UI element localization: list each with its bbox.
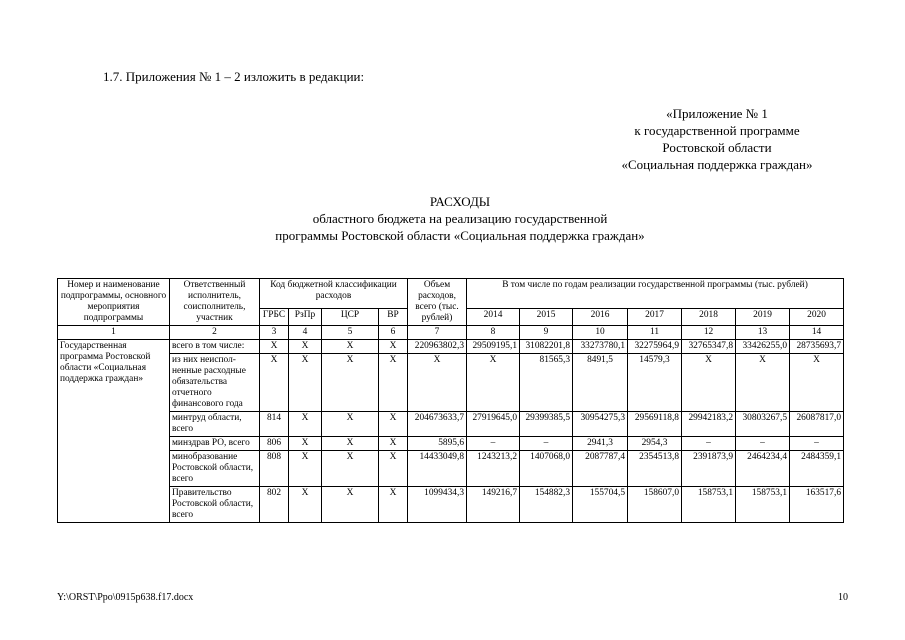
- column-number: 13: [736, 326, 790, 340]
- program-name-cell: Государственная программа Ростовской области «Социальная поддержка граждан»: [58, 340, 170, 523]
- table-row: [58, 340, 844, 354]
- header-vr: ВР: [379, 309, 408, 326]
- appendix-line-3: Ростовской области: [662, 140, 772, 155]
- intro-text: 1.7. Приложения № 1 – 2 изложить в редакции:: [103, 69, 365, 84]
- total-cell: 14433049,8: [408, 451, 467, 487]
- year-value-cell: –: [520, 437, 573, 451]
- header-program: Номер и наименование подпрограммы, основного мероприятия подпрограммы: [58, 279, 170, 326]
- executor-cell: всего в том числе:: [170, 340, 260, 354]
- grbs-cell: 806: [260, 437, 289, 451]
- table-row: [58, 437, 844, 451]
- table-row: [58, 412, 844, 437]
- header-grbs: ГРБС: [260, 309, 289, 326]
- year-value-cell: –: [736, 437, 790, 451]
- column-number: 7: [408, 326, 467, 340]
- rzpr-cell: X: [289, 451, 322, 487]
- header-budget-code: Код бюджетной классификации расходов: [260, 279, 408, 309]
- vr-cell: X: [379, 340, 408, 354]
- rzpr-cell: X: [289, 412, 322, 437]
- year-value-cell: 29399385,5: [520, 412, 573, 437]
- year-value-cell: 29942183,2: [682, 412, 736, 437]
- total-cell: 220963802,3: [408, 340, 467, 354]
- grbs-cell: X: [260, 354, 289, 412]
- year-value-cell: 1243213,2: [467, 451, 520, 487]
- executor-cell: Правительство Ростовской области, всего: [170, 487, 260, 523]
- year-value-cell: 155704,5: [573, 487, 628, 523]
- year-value-cell: –: [790, 437, 844, 451]
- title-line-3: программы Ростовской области «Социальная поддержка граждан»: [275, 228, 645, 243]
- year-value-cell: 81565,3: [520, 354, 573, 412]
- year-value-cell: 158753,1: [736, 487, 790, 523]
- csr-cell: X: [322, 451, 379, 487]
- year-value-cell: 30954275,3: [573, 412, 628, 437]
- vr-cell: X: [379, 354, 408, 412]
- year-value-cell: 8491,5: [573, 354, 628, 412]
- year-value-cell: 2354513,8: [628, 451, 682, 487]
- year-value-cell: 2391873,9: [682, 451, 736, 487]
- column-number: 2: [170, 326, 260, 340]
- table-row: [58, 487, 844, 523]
- header-year-2019: 2019: [736, 309, 790, 326]
- column-number: 6: [379, 326, 408, 340]
- year-value-cell: 30803267,5: [736, 412, 790, 437]
- year-value-cell: 2954,3: [628, 437, 682, 451]
- appendix-line-4: «Социальная поддержка граждан»: [621, 157, 813, 172]
- file-path: Y:\ORST\Ppo\0915p638.f17.docx: [57, 592, 194, 603]
- year-value-cell: X: [467, 354, 520, 412]
- year-value-cell: –: [682, 437, 736, 451]
- total-cell: 204673633,7: [408, 412, 467, 437]
- column-number: 12: [682, 326, 736, 340]
- header-year-2014: 2014: [467, 309, 520, 326]
- year-value-cell: 149216,7: [467, 487, 520, 523]
- year-value-cell: 29509195,1: [467, 340, 520, 354]
- header-rzpr: РзПр: [289, 309, 322, 326]
- csr-cell: X: [322, 412, 379, 437]
- year-value-cell: 2484359,1: [790, 451, 844, 487]
- grbs-cell: X: [260, 340, 289, 354]
- vr-cell: X: [379, 487, 408, 523]
- header-csr: ЦСР: [322, 309, 379, 326]
- table-row: [58, 451, 844, 487]
- csr-cell: X: [322, 487, 379, 523]
- column-number: 8: [467, 326, 520, 340]
- header-executor: Ответственный исполнитель, соисполнитель, участник: [170, 279, 260, 326]
- year-value-cell: 27919645,0: [467, 412, 520, 437]
- year-value-cell: 2464234,4: [736, 451, 790, 487]
- year-value-cell: 2941,3: [573, 437, 628, 451]
- title-line-2: областного бюджета на реализацию государственной: [312, 211, 608, 226]
- column-number: 9: [520, 326, 573, 340]
- grbs-cell: 802: [260, 487, 289, 523]
- year-value-cell: 154882,3: [520, 487, 573, 523]
- header-volume: Объем расходов, всего (тыс. рублей): [408, 279, 467, 326]
- rzpr-cell: X: [289, 487, 322, 523]
- csr-cell: X: [322, 340, 379, 354]
- year-value-cell: 14579,3: [628, 354, 682, 412]
- page-number: 10: [838, 592, 848, 603]
- year-value-cell: 33273780,1: [573, 340, 628, 354]
- header-year-2015: 2015: [520, 309, 573, 326]
- vr-cell: X: [379, 451, 408, 487]
- column-number: 3: [260, 326, 289, 340]
- column-number-row: [58, 326, 844, 340]
- year-value-cell: 28735693,7: [790, 340, 844, 354]
- header-year-2018: 2018: [682, 309, 736, 326]
- column-number: 11: [628, 326, 682, 340]
- column-number: 1: [58, 326, 170, 340]
- csr-cell: X: [322, 437, 379, 451]
- year-value-cell: 31082201,8: [520, 340, 573, 354]
- year-value-cell: X: [682, 354, 736, 412]
- csr-cell: X: [322, 354, 379, 412]
- grbs-cell: 814: [260, 412, 289, 437]
- year-value-cell: 32275964,9: [628, 340, 682, 354]
- rzpr-cell: X: [289, 437, 322, 451]
- year-value-cell: 1407068,0: [520, 451, 573, 487]
- appendix-line-1: «Приложение № 1: [666, 106, 768, 121]
- executor-cell: минобразование Ростовской области, всего: [170, 451, 260, 487]
- appendix-line-2: к государственной программе: [634, 123, 800, 138]
- year-value-cell: X: [790, 354, 844, 412]
- header-year-2020: 2020: [790, 309, 844, 326]
- year-value-cell: 2087787,4: [573, 451, 628, 487]
- total-cell: 5895,6: [408, 437, 467, 451]
- total-cell: X: [408, 354, 467, 412]
- rzpr-cell: X: [289, 354, 322, 412]
- grbs-cell: 808: [260, 451, 289, 487]
- vr-cell: X: [379, 412, 408, 437]
- year-value-cell: X: [736, 354, 790, 412]
- year-value-cell: 29569118,8: [628, 412, 682, 437]
- header-years-group: В том числе по годам реализации государственной программы (тыс. рублей): [467, 279, 844, 309]
- column-number: 5: [322, 326, 379, 340]
- vr-cell: X: [379, 437, 408, 451]
- year-value-cell: 33426255,0: [736, 340, 790, 354]
- header-year-2017: 2017: [628, 309, 682, 326]
- year-value-cell: 158753,1: [682, 487, 736, 523]
- table-row: [58, 354, 844, 412]
- executor-cell: из них неиспол-ненные расходные обязательства отчетного финансового года: [170, 354, 260, 412]
- column-number: 10: [573, 326, 628, 340]
- header-year-2016: 2016: [573, 309, 628, 326]
- rzpr-cell: X: [289, 340, 322, 354]
- year-value-cell: 32765347,8: [682, 340, 736, 354]
- total-cell: 1099434,3: [408, 487, 467, 523]
- document-title: [190, 193, 730, 244]
- year-value-cell: 158607,0: [628, 487, 682, 523]
- executor-cell: минздрав РО, всего: [170, 437, 260, 451]
- column-number: 14: [790, 326, 844, 340]
- appendix-header: [587, 105, 847, 173]
- title-line-1: РАСХОДЫ: [429, 194, 491, 209]
- executor-cell: минтруд области, всего: [170, 412, 260, 437]
- year-value-cell: 163517,6: [790, 487, 844, 523]
- budget-table: [57, 278, 844, 523]
- year-value-cell: 26087817,0: [790, 412, 844, 437]
- year-value-cell: –: [467, 437, 520, 451]
- column-number: 4: [289, 326, 322, 340]
